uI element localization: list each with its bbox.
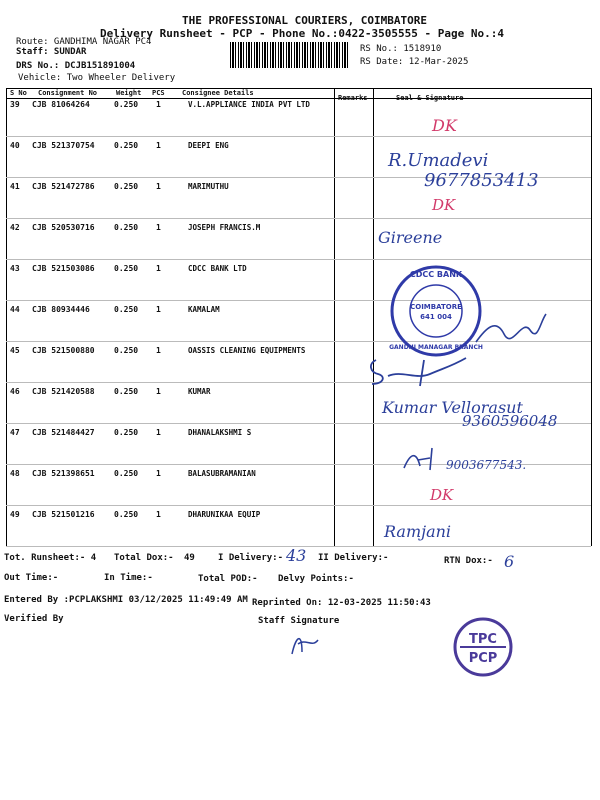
row-sno: 49 (10, 510, 20, 519)
signature-40-name: R.Umadevi (388, 150, 489, 171)
delvy-points: Delvy Points:- (278, 574, 354, 584)
signature-40-phone: 9677853413 (424, 170, 539, 191)
in-time: In Time:- (104, 573, 153, 583)
row-sno: 48 (10, 469, 20, 478)
signature-44-scribble (470, 308, 550, 348)
table-header-line (6, 98, 591, 99)
col-sno: S No (10, 89, 27, 97)
row-separator (6, 218, 591, 219)
row-sno: 41 (10, 182, 20, 191)
total-dox-value: 49 (184, 553, 195, 563)
row-consignment-no: CJB 520530716 (32, 223, 95, 232)
row-sno: 45 (10, 346, 20, 355)
col-weight: Weight (116, 89, 142, 97)
i-delivery-label: I Delivery:- (218, 553, 284, 563)
runsheet-title: Delivery Runsheet - PCP - Phone No.:0422-3505555 - Page No.:4 (100, 27, 504, 40)
vehicle: Vehicle: Two Wheeler Delivery (18, 73, 176, 83)
row-pcs: 1 (156, 305, 161, 314)
col-remarks: Remarks (338, 94, 368, 102)
signature-45-scribble (366, 352, 476, 390)
stamp-cdcc-top: CDCC BANK (409, 270, 463, 279)
row-pcs: 1 (156, 141, 161, 150)
table-border-right (591, 88, 592, 546)
stamp-tpc-bottom: PCP (468, 651, 498, 666)
row-consignment-no: CJB 521398651 (32, 469, 95, 478)
remarks-divider (334, 88, 335, 546)
staff-signature-label: Staff Signature (258, 616, 340, 626)
row-sno: 40 (10, 141, 20, 150)
row-consignee: KAMALAM (188, 305, 220, 314)
total-pod: Total POD:- (198, 574, 258, 584)
dk-mark-41: DK (432, 196, 456, 214)
row-weight: 0.250 (114, 141, 139, 150)
row-consignee: DHANALAKSHMI S (188, 428, 252, 437)
signature-49: Ramjani (384, 522, 452, 541)
row-consignment-no: CJB 521503086 (32, 264, 95, 273)
row-consignee: MARIMUTHU (188, 182, 229, 191)
stamp-cdcc-bottom: GANDHI MANAGAR BRANCH (389, 344, 483, 351)
row-weight: 0.250 (114, 305, 139, 314)
row-pcs: 1 (156, 428, 161, 437)
tpc-pcp-stamp (452, 616, 514, 678)
row-sno: 46 (10, 387, 20, 396)
row-weight: 0.250 (114, 428, 139, 437)
rs-date: RS Date: 12-Mar-2025 (360, 57, 469, 67)
row-separator (6, 300, 591, 301)
tot-runsheet: Tot. Runsheet:- 4 (4, 553, 97, 563)
dk-mark-39: DK (432, 116, 457, 135)
row-consignee: DEEPI ENG (188, 141, 229, 150)
total-dox-label: Total Dox:- (114, 553, 174, 563)
drs-number: DRS No.: DCJB151891004 (16, 61, 136, 71)
row-weight: 0.250 (114, 346, 139, 355)
row-consignee: KUMAR (188, 387, 211, 396)
stamp-cdcc-pin: 641 004 (420, 313, 452, 321)
row-weight: 0.250 (114, 100, 139, 109)
row-sno: 42 (10, 223, 20, 232)
reprinted-on: Reprinted On: 12-03-2025 11:50:43 (252, 598, 431, 608)
route: Route: GANDHIMA NAGAR PC4 (16, 37, 152, 47)
barcode (230, 42, 350, 68)
row-weight: 0.250 (114, 223, 139, 232)
row-pcs: 1 (156, 100, 161, 109)
table-border-left (6, 88, 7, 546)
row-consignment-no: CJB 521484427 (32, 428, 95, 437)
row-pcs: 1 (156, 469, 161, 478)
row-consignee: OASSIS CLEANING EQUIPMENTS (188, 346, 306, 355)
row-sno: 44 (10, 305, 20, 314)
row-consignee: DHARUNIKAA EQUIP (188, 510, 261, 519)
dk-mark-48: DK (430, 486, 454, 504)
row-consignment-no: CJB 521420588 (32, 387, 95, 396)
company-name: THE PROFESSIONAL COURIERS, COIMBATORE (182, 14, 428, 27)
col-pcs: PCS (152, 89, 165, 97)
row-pcs: 1 (156, 510, 161, 519)
row-consignee: BALASUBRAMANIAN (188, 469, 256, 478)
signature-47-scribble (400, 444, 444, 474)
rtn-dox-value: 6 (504, 552, 515, 571)
row-weight: 0.250 (114, 387, 139, 396)
row-weight: 0.250 (114, 510, 139, 519)
entered-by: Entered By :PCPLAKSHMI 03/12/2025 11:49:49 AM (4, 595, 248, 605)
row-weight: 0.250 (114, 469, 139, 478)
col-consignment: Consignment No (38, 89, 98, 97)
signature-46-name: Kumar Vellorasut (382, 398, 523, 417)
col-consignee: Consignee Details (182, 89, 254, 97)
row-pcs: 1 (156, 387, 161, 396)
signature-47-phone: 9003677543. (446, 458, 527, 472)
row-consignment-no: CJB 521370754 (32, 141, 95, 150)
row-consignment-no: CJB 521500880 (32, 346, 95, 355)
verified-by: Verified By (4, 614, 64, 624)
stamp-tpc-top: TPC (469, 632, 497, 647)
row-consignment-no: CJB 80934446 (32, 305, 90, 314)
row-weight: 0.250 (114, 264, 139, 273)
row-consignee: CDCC BANK LTD (188, 264, 247, 273)
row-separator (6, 136, 591, 137)
signature-46-phone: 9360596048 (462, 412, 558, 430)
signature-42: Gireene (378, 228, 443, 247)
row-sno: 43 (10, 264, 20, 273)
row-consignment-no: CJB 521472786 (32, 182, 95, 191)
row-separator (6, 382, 591, 383)
out-time: Out Time:- (4, 573, 59, 583)
staff-signature-scribble (288, 628, 322, 658)
rtn-dox-label: RTN Dox:- (444, 556, 493, 566)
row-separator (6, 505, 591, 506)
row-pcs: 1 (156, 346, 161, 355)
row-pcs: 1 (156, 264, 161, 273)
row-sno: 39 (10, 100, 20, 109)
row-weight: 0.250 (114, 182, 139, 191)
row-consignee: JOSEPH FRANCIS.M (188, 223, 261, 232)
row-consignment-no: CJB 521501216 (32, 510, 95, 519)
i-delivery-value: 43 (286, 546, 307, 565)
row-pcs: 1 (156, 223, 161, 232)
row-consignment-no: CJB 81064264 (32, 100, 90, 109)
stamp-cdcc-mid: COIMBATORE (410, 303, 462, 311)
rs-number: RS No.: 1518910 (360, 44, 442, 54)
row-pcs: 1 (156, 182, 161, 191)
row-separator (6, 259, 591, 260)
signature-divider (373, 88, 374, 546)
staff: Staff: SUNDAR (16, 47, 87, 57)
row-sno: 47 (10, 428, 20, 437)
ii-delivery-label: II Delivery:- (318, 553, 389, 563)
row-consignee: V.L.APPLIANCE INDIA PVT LTD (188, 100, 310, 109)
col-signature: Seal & Signature (396, 94, 464, 102)
